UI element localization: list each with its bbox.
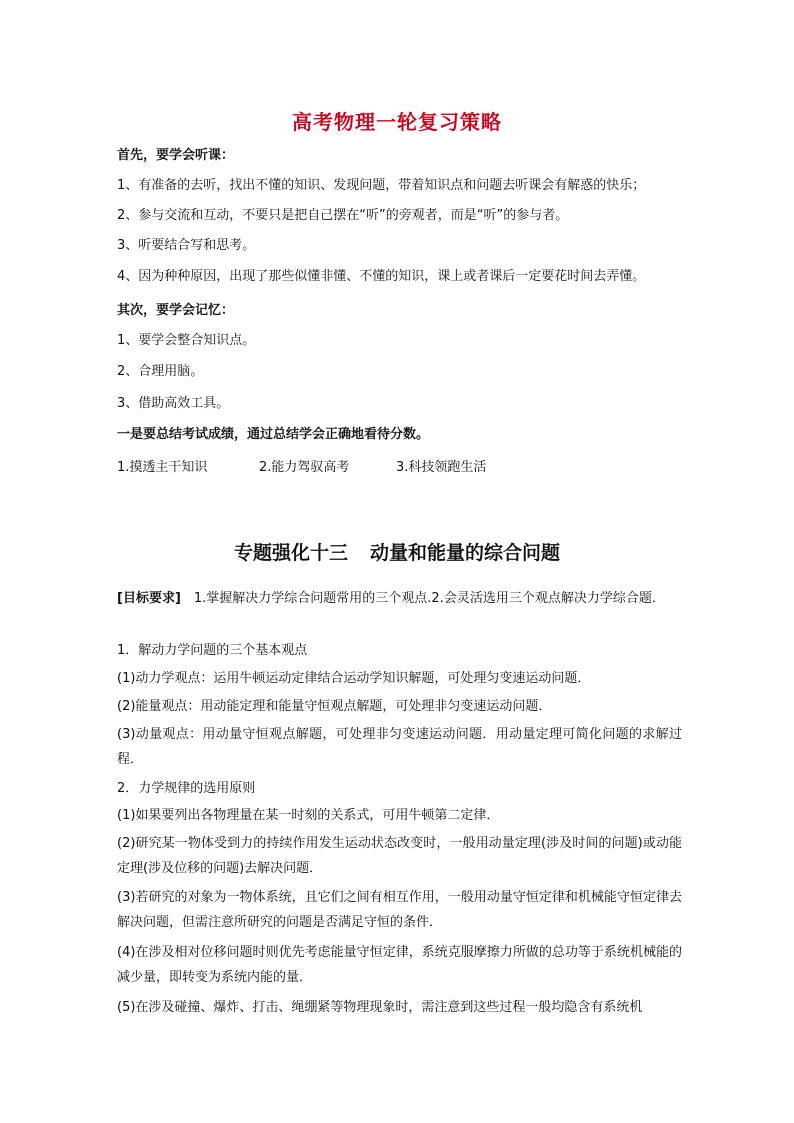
listen-item-2: 2、参与交流和互动，不要只是把自己摆在“听”的旁观者，而是“听”的参与者。	[117, 208, 569, 223]
listen-item-3: 3、听要结合写和思考。	[117, 238, 256, 253]
section2-item-1: (1)如果要列出各物理量在某一时刻的关系式，可用牛顿第二定律．	[117, 808, 500, 823]
summary-heading: 一是要总结考试成绩，通过总结学会正确地看待分数。	[117, 427, 430, 442]
section2-item-2: (2)研究某一物体受到力的持续作用发生运动状态改变时，一般用动量定理(涉及时间的问题)或动能定理(涉及位移的问题)去解决问题．	[117, 836, 682, 876]
memory-heading: 其次，要学会记忆：	[117, 303, 235, 318]
section2-heading: 2．力学规律的选用原则	[117, 781, 256, 796]
memory-item-1: 1、要学会整合知识点。	[117, 333, 256, 348]
tool-item-1: 1.摸透主干知识	[117, 460, 208, 475]
memory-item-3: 3、借助高效工具。	[117, 396, 230, 411]
topic-title	[0, 538, 794, 565]
tool-item-3: 3.科技领跑生活	[396, 460, 487, 475]
section2-item-5: (5)在涉及碰撞、爆炸、打击、绳绷紧等物理现象时，需注意到这些过程一般均隐含有系统机	[117, 1000, 643, 1015]
section1-item-3: (3)动量观点：用动量守恒观点解题，可处理非匀变速运动问题．用动量定理可简化问题的求解过程．	[117, 727, 682, 767]
memory-item-2: 2、合理用脑。	[117, 364, 204, 379]
section1-item-1: (1)动力学观点：运用牛顿运动定律结合运动学知识解题，可处理匀变速运动问题．	[117, 671, 591, 686]
section2-item-4: (4)在涉及相对位移问题时则优先考虑能量守恒定律，系统克服摩擦力所做的总功等于系统机械能的减少量，即转变为系统内能的量．	[117, 945, 682, 985]
topic-title-part1: 专题强化十三	[233, 542, 348, 564]
tool-item-2: 2.能力驾驭高考	[259, 460, 350, 475]
listen-heading: 首先，要学会听课：	[117, 148, 235, 163]
tools-row	[117, 456, 682, 476]
section1-heading: 1．解动力学问题的三个基本观点	[117, 643, 308, 658]
goal-tag: [目标要求]	[117, 591, 181, 606]
goal-paragraph	[117, 586, 682, 611]
topic-title-part2: 动量和能量的综合问题	[370, 542, 561, 564]
goal-text: 1.掌握解决力学综合问题常用的三个观点.2.会灵活选用三个观点解决力学综合题．	[180, 591, 665, 606]
listen-item-4: 4、因为种种原因，出现了那些似懂非懂、不懂的知识，课上或者课后一定要花时间去弄懂。	[117, 269, 646, 284]
listen-item-1: 1、有准备的去听，找出不懂的知识、发现问题，带着知识点和问题去听课会有解惑的快乐；	[117, 178, 646, 193]
section2-item-3: (3)若研究的对象为一物体系统，且它们之间有相互作用，一般用动量守恒定律和机械能守恒定律去解决问题，但需注意所研究的问题是否满足守恒的条件．	[117, 890, 682, 930]
section1-item-2: (2)能量观点：用动能定理和能量守恒观点解题，可处理非匀变速运动问题．	[117, 699, 552, 714]
strategy-title: 高考物理一轮复习策略	[292, 110, 502, 134]
